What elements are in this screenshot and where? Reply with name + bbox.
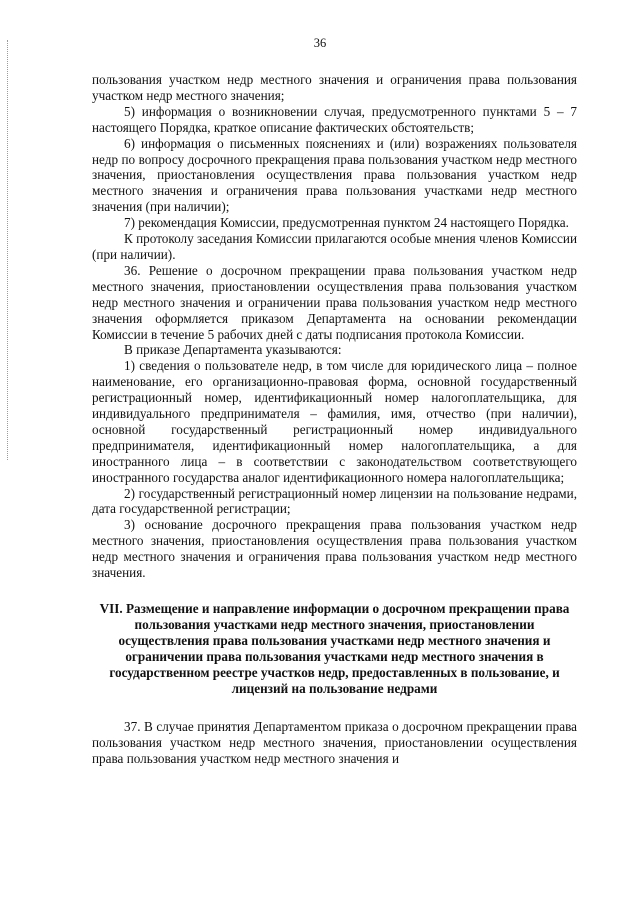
- paragraph: 3) основание досрочного прекращения права пользования участком недр местного значения, приостановления осуществления права пользования участком недр местного значения и ограничения права пользования участком недр местного значения.: [92, 517, 577, 581]
- paragraph: 7) рекомендация Комиссии, предусмотренная пунктом 24 настоящего Порядка.: [124, 215, 569, 231]
- paragraph: 37. В случае принятия Департаментом приказа о досрочном прекращении права пользования участком недр местного значения, приостановлении осуществления права пользования участком недр местного значения и: [92, 719, 577, 766]
- paragraph: 1) сведения о пользователе недр, в том числе для юридического лица – полное наименование, его организационно-правовая форма, основной государственный регистрационный номер, идентификационный номер налогоплательщика, для индивидуального предпринимателя – фамилия, имя, отчество (при наличии), основной государственный регистрационный номер индивидуального предпринимателя, идентификационный номер налогоплательщика, а для иностранного лица – в соответствии с законодательством соответствующего иностранного государства аналог идентификационного номера налогоплательщика;: [92, 358, 577, 485]
- paragraph: 36. Решение о досрочном прекращении права пользования участком недр местного значения, приостановлении осуществления права пользования участком недр местного значения и ограничении права пользования участком недр местного значения оформляется приказом Департамента на основании рекомендации Комиссии в течение 5 рабочих дней с даты подписания протокола Комиссии.: [92, 262, 577, 342]
- paragraph: 2) государственный регистрационный номер лицензии на пользование недрами, дата государственной регистрации;: [92, 485, 577, 517]
- paragraph: 5) информация о возникновении случая, предусмотренного пунктами 5 – 7 настоящего Порядка, краткое описание фактических обстоятельств;: [92, 103, 577, 135]
- paragraph: К протоколу заседания Комиссии прилагаются особые мнения членов Комиссии (при наличии).: [92, 231, 577, 262]
- scan-margin-line: [7, 40, 8, 460]
- paragraphs-after-heading: [92, 719, 577, 767]
- paragraph: В приказе Департамента указываются:: [124, 342, 342, 358]
- document-body: [92, 72, 577, 767]
- section-heading: VII. Размещение и направление информации о досрочном прекращении права пользования участками недр местного значения, приостановлении осуществления права пользования участками недр местного значения и ограничении права пользования участками недр местного значения в государственном реестре участков недр, предоставленных в пользование, и лицензий на пользование недрами: [99, 601, 570, 696]
- page-number: 36: [313, 36, 327, 50]
- paragraphs-before-heading: [92, 72, 577, 581]
- paragraph: 6) информация о письменных пояснениях и (или) возражениях пользователя недр по вопросу досрочного прекращения права пользования участком недр местного значения, приостановления осуществления права пользования участком недр местного значения и ограничения права пользования участками недр местного значения (при наличии);: [92, 135, 577, 215]
- paragraph: пользования участком недр местного значения и ограничения права пользования участком недр местного значения;: [92, 72, 577, 103]
